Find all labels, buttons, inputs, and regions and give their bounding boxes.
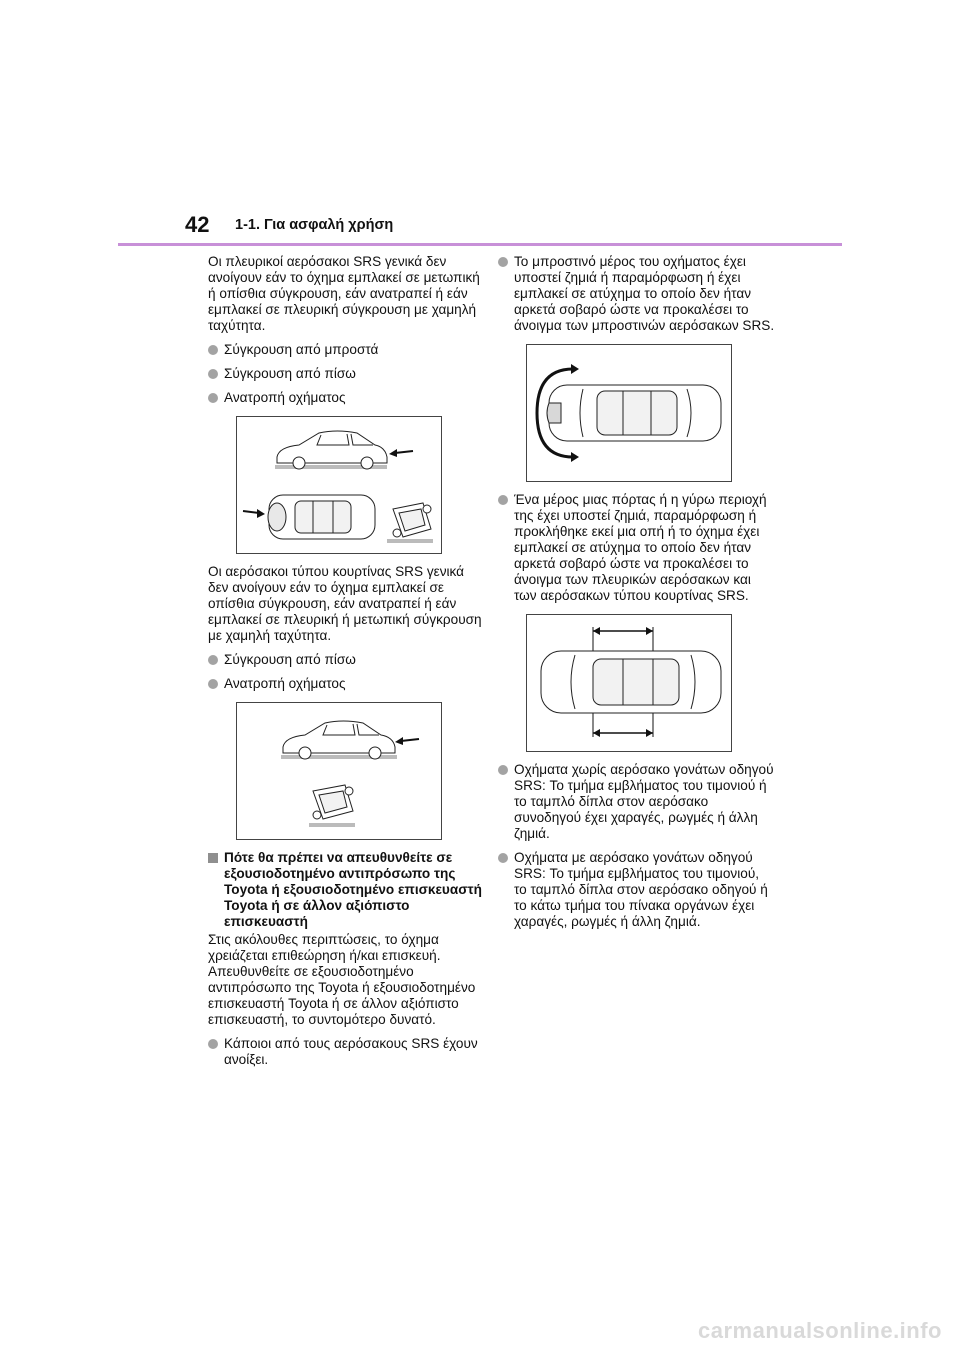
curtain-airbag-text: Οι αερόσακοι τύπου κουρτίνας SRS γενικά δεν ανοίγουν εάν το όχημα εμπλακεί σε οπίσθια σύγκρουση, εάν ανατραπεί ή εάν εμπλακεί σε πλευρική ή μετωπική σύγκρουση με χαμηλή ταχύτητα. (208, 564, 482, 643)
bullet-item: Σύγκρουση από πίσω (208, 366, 485, 382)
bullet-item: Οχήματα χωρίς αερόσακο γονάτων οδηγού SRS: Το τμήμα εμβλήματος του τιμονιού ή το ταμπλό δίπλα στον αερόσακο συνοδηγού έχει χαραγές, ρωγμές ή άλλη ζημιά. (498, 762, 775, 842)
side-airbag-intro: Οι πλευρικοί αερόσακοι SRS γενικά δεν ανοίγουν εάν το όχημα εμπλακεί σε μετωπική ή οπίσθια σύγκρουση, εάν ανατραπεί ή εάν εμπλακεί σε πλευρική σύγκρουση με χαμηλή ταχύτητα. (208, 254, 480, 333)
section-title: 1-1. Για ασφαλή χρήση (235, 217, 394, 233)
right-column (498, 254, 775, 938)
bullet-item: Σύγκρουση από πίσω (208, 652, 485, 668)
bullet-item: Σύγκρουση από μπροστά (208, 342, 485, 358)
door-damage-illustration (526, 614, 732, 752)
watermark: carmanualsonline.info (698, 1318, 942, 1343)
left-column (208, 254, 485, 1076)
curtain-airbag-illustration (236, 702, 442, 840)
bullet-item: Το μπροστινό μέρος του οχήματος έχει υποστεί ζημιά ή παραμόρφωση ή έχει εμπλακεί σε ατύχημα το οποίο δεν ήταν αρκετά σοβαρό ώστε να προκαλέσει το άνοιγμα των μπροστινών αερόσακων SRS. (498, 254, 775, 334)
bullet-item: Ένα μέρος μιας πόρτας ή η γύρω περιοχή της έχει υποστεί ζημιά, παραμόρφωση ή προκλήθηκε εκεί μια οπή ή το όχημα έχει εμπλακεί σε ατύχημα το οποίο δεν ήταν αρκετά σοβαρό ώστε να προκαλέσει το άνοιγμα των πλευρικών αερόσακων και των αερόσακων τύπου κουρτίνας SRS. (498, 492, 775, 604)
page-number: 42 (185, 212, 210, 237)
repair-instructions: Στις ακόλουθες περιπτώσεις, το όχημα χρειάζεται επιθεώρηση ή/και επισκευή. Απευθυνθείτε σε εξουσιοδοτημένο αντιπρόσωπο της Toyota ή εξουσιοδοτημένο επισκευαστή Toyota ή σε άλλον αξιόπιστο επισκευαστή, το συντομότερο δυνατό. (208, 932, 476, 1027)
front-damage-illustration (526, 344, 732, 482)
bullet-item: Ανατροπή οχήματος (208, 390, 485, 406)
section-heading: Πότε θα πρέπει να απευθυνθείτε σε εξουσιοδοτημένο αντιπρόσωπο της Toyota ή εξουσιοδοτημένο επισκευαστή Toyota ή σε άλλον αξιόπιστο επισκευαστή (208, 850, 485, 930)
side-airbag-illustration (236, 416, 442, 554)
bullet-item: Οχήματα με αερόσακο γονάτων οδηγού SRS: Το τμήμα εμβλήματος του τιμονιού, το ταμπλό δίπλα στον αερόσακο οδηγού ή το κάτω τμήμα του πίνακα οργάνων έχει χαραγές, ρωγμές ή άλλη ζημιά. (498, 850, 775, 930)
bullet-item: Ανατροπή οχήματος (208, 676, 485, 692)
header-rule (118, 243, 842, 246)
bullet-item: Κάποιοι από τους αερόσακους SRS έχουν ανοίξει. (208, 1036, 485, 1068)
